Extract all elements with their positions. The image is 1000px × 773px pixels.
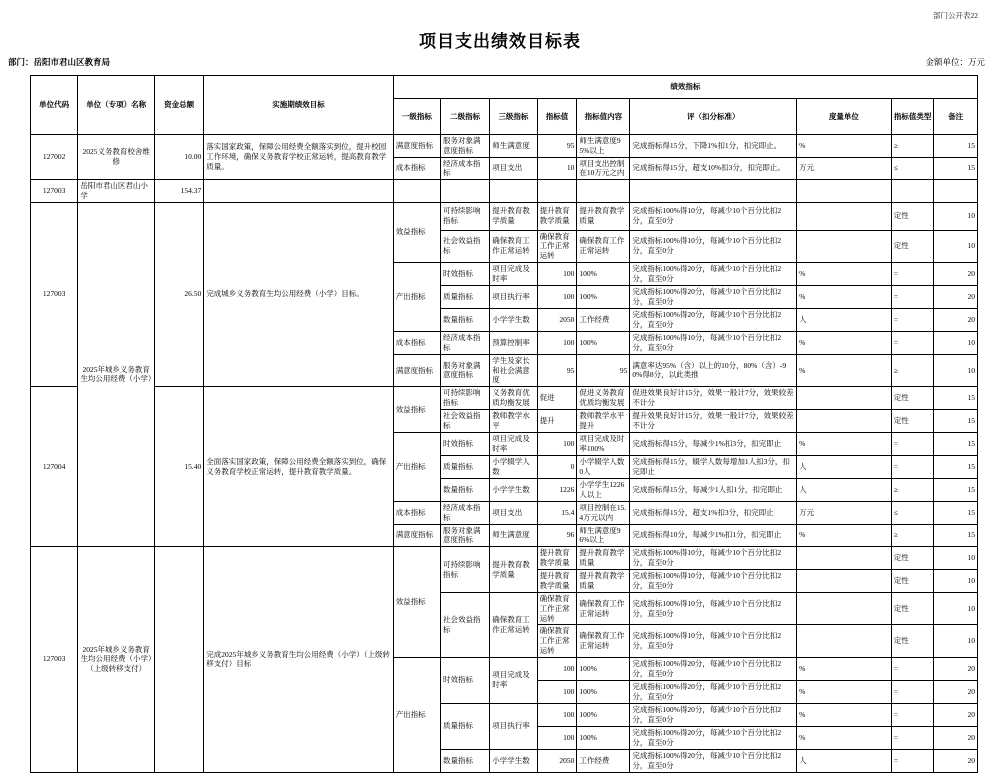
table-cell: 完成指标100%得20分，每减少10个百分比扣2分，直至0分 bbox=[630, 308, 797, 331]
table-cell: 定性 bbox=[891, 547, 934, 570]
table-cell: % bbox=[797, 726, 892, 749]
table-cell: 经济成本指标 bbox=[441, 157, 490, 180]
table-cell: 师生满意度 bbox=[490, 135, 537, 158]
table-cell: 确保教育工作正常运转 bbox=[577, 625, 630, 657]
table-cell: 定性 bbox=[891, 625, 934, 657]
header-scoring-standard: 评（扣分标准） bbox=[630, 99, 797, 135]
table-cell: 项目执行率 bbox=[490, 703, 537, 749]
table-cell: 学生及家长和社会满意度 bbox=[490, 354, 537, 386]
table-cell: 完成城乡义务教育生均公用经费（小学）目标。 bbox=[204, 202, 393, 387]
table-cell: 满意度指标 bbox=[393, 135, 440, 158]
table-row bbox=[31, 547, 978, 570]
table-row bbox=[31, 387, 978, 410]
table-cell: 提升教育教学质量 bbox=[537, 570, 577, 593]
table-cell: 100% bbox=[577, 703, 630, 726]
table-cell: 产出指标 bbox=[393, 657, 440, 772]
table-cell: 教师教学水平提升 bbox=[577, 410, 630, 433]
table-cell: 2050 bbox=[537, 749, 577, 772]
table-cell: 小学辍学人数0人 bbox=[577, 456, 630, 479]
table-cell: = bbox=[891, 331, 934, 354]
table-cell bbox=[797, 570, 892, 593]
table-cell: % bbox=[797, 354, 892, 386]
table-cell: 100 bbox=[537, 262, 577, 285]
table-cell: 小学学生数 bbox=[490, 479, 537, 502]
table-cell: 15 bbox=[934, 410, 978, 433]
table-cell: 时效指标 bbox=[441, 262, 490, 285]
header-level3: 三级指标 bbox=[490, 99, 537, 135]
table-cell: % bbox=[797, 285, 892, 308]
header-unit-code: 单位代码 bbox=[31, 76, 78, 135]
table-cell: = bbox=[891, 726, 934, 749]
table-cell: 20 bbox=[934, 308, 978, 331]
table-cell: 提升教育教学质量 bbox=[577, 547, 630, 570]
table-cell: ≥ bbox=[891, 479, 934, 502]
table-row bbox=[31, 135, 978, 158]
table-cell: 促进义务教育优质均衡发展 bbox=[577, 387, 630, 410]
table-cell: 确保教育工作正常运转 bbox=[537, 230, 577, 262]
table-cell bbox=[441, 180, 490, 203]
table-cell: 满意度指标 bbox=[393, 354, 440, 386]
table-cell bbox=[797, 593, 892, 625]
table-cell: 提升教育教学质量 bbox=[577, 570, 630, 593]
table-cell: 10 bbox=[934, 625, 978, 657]
table-cell bbox=[797, 547, 892, 570]
table-cell: 项目完成及时率 bbox=[490, 433, 537, 456]
table-body bbox=[31, 76, 978, 773]
table-cell: 提升教育教学质量 bbox=[490, 202, 537, 230]
table-cell: 定性 bbox=[891, 410, 934, 433]
table-cell: 小学学生数 bbox=[490, 308, 537, 331]
table-cell: 10 bbox=[934, 547, 978, 570]
table-cell: 10 bbox=[934, 230, 978, 262]
table-cell bbox=[797, 387, 892, 410]
table-cell: 0 bbox=[537, 456, 577, 479]
table-cell: 100 bbox=[537, 726, 577, 749]
table-cell: 项目控制在15.4万元以内 bbox=[577, 502, 630, 525]
table-cell: ≤ bbox=[891, 502, 934, 525]
table-cell: 可持续影响指标 bbox=[441, 547, 490, 593]
table-cell: 成本指标 bbox=[393, 502, 440, 525]
table-cell: 15 bbox=[934, 479, 978, 502]
table-cell: 完成指标100%得10分，每减少10个百分比扣2分，直至0分 bbox=[630, 202, 797, 230]
table-cell: 万元 bbox=[797, 502, 892, 525]
table-cell: 确保教育工作正常运转 bbox=[490, 593, 537, 658]
table-cell bbox=[891, 180, 934, 203]
meta-row bbox=[8, 56, 985, 68]
table-cell: 100 bbox=[537, 285, 577, 308]
table-cell: 提升 bbox=[537, 410, 577, 433]
table-cell: % bbox=[797, 657, 892, 680]
table-cell: 15 bbox=[934, 157, 978, 180]
table-cell: 10 bbox=[934, 354, 978, 386]
table-cell: 岳阳市君山区君山小学 bbox=[78, 180, 155, 203]
table-cell: 154.37 bbox=[155, 180, 204, 203]
table-cell: 满意率达95%（含）以上的10分，80%（含）-90%得8分，以此类推 bbox=[630, 354, 797, 386]
table-cell: 15 bbox=[934, 502, 978, 525]
table-cell: 社会效益指标 bbox=[441, 410, 490, 433]
table-cell: 完成指标100%得10分，每减少10个百分比扣2分，直至0分 bbox=[630, 331, 797, 354]
table-cell: 确保教育工作正常运转 bbox=[577, 230, 630, 262]
table-cell: 师生满意度 bbox=[490, 524, 537, 547]
table-cell: 完成指标100%得20分，每减少10个百分比扣2分，直至0分 bbox=[630, 726, 797, 749]
table-cell: = bbox=[891, 285, 934, 308]
table-cell: 确保教育工作正常运转 bbox=[490, 230, 537, 262]
table-cell: 完成指标100%得20分，每减少10个百分比扣2分，直至0分 bbox=[630, 262, 797, 285]
table-row bbox=[31, 202, 978, 230]
table-cell: 小学学生1226人以上 bbox=[577, 479, 630, 502]
table-cell: 人 bbox=[797, 749, 892, 772]
table-cell: 15 bbox=[934, 433, 978, 456]
header-indicator-value: 指标值 bbox=[537, 99, 577, 135]
table-cell: 成本指标 bbox=[393, 331, 440, 354]
table-cell: 人 bbox=[797, 308, 892, 331]
table-cell: 项目支出 bbox=[490, 502, 537, 525]
table-cell: 质量指标 bbox=[441, 285, 490, 308]
table-cell: 完成指标100%得20分，每减少10个百分比扣2分，直至0分 bbox=[630, 285, 797, 308]
table-cell: 效益指标 bbox=[393, 387, 440, 433]
table-cell: 1226 bbox=[537, 479, 577, 502]
table-cell: % bbox=[797, 524, 892, 547]
table-cell: 落实国家政策，保障公用经费全额落实到位，提升校园工作环境，确保义务教育学校正常运转，提高教育教学质量。 bbox=[204, 135, 393, 180]
table-cell: 效益指标 bbox=[393, 202, 440, 262]
table-cell: 20 bbox=[934, 680, 978, 703]
table-cell: 万元 bbox=[797, 157, 892, 180]
table-cell: % bbox=[797, 262, 892, 285]
table-cell: 确保教育工作正常运转 bbox=[537, 593, 577, 625]
table-cell: ≥ bbox=[891, 354, 934, 386]
table-cell: % bbox=[797, 703, 892, 726]
table-cell: 定性 bbox=[891, 570, 934, 593]
table-cell: 完成指标100%得20分，每减少10个百分比扣2分，直至0分 bbox=[630, 680, 797, 703]
table-cell bbox=[630, 180, 797, 203]
table-cell: 20 bbox=[934, 262, 978, 285]
table-cell: 95 bbox=[537, 354, 577, 386]
table-container bbox=[30, 75, 978, 773]
table-cell: 95 bbox=[577, 354, 630, 386]
table-cell: 15 bbox=[934, 456, 978, 479]
table-cell: 社会效益指标 bbox=[441, 230, 490, 262]
table-cell: = bbox=[891, 680, 934, 703]
table-cell: 师生满意度96%以上 bbox=[577, 524, 630, 547]
corner-sheet-label: 部门公开表22 bbox=[933, 11, 978, 20]
table-cell bbox=[797, 625, 892, 657]
table-cell: 质量指标 bbox=[441, 703, 490, 749]
performance-target-table bbox=[30, 75, 978, 773]
table-row bbox=[31, 76, 978, 99]
table-cell: 服务对象满意度指标 bbox=[441, 354, 490, 386]
table-cell: 127003 bbox=[31, 202, 78, 387]
table-cell: 产出指标 bbox=[393, 433, 440, 502]
table-cell: 15.40 bbox=[155, 387, 204, 547]
table-cell: 2025年城乡义务教育生均公用经费（小学） bbox=[78, 202, 155, 547]
table-cell: = bbox=[891, 657, 934, 680]
table-cell: 完成指标得15分，辍学人数每增加1人扣3分，扣完即止 bbox=[630, 456, 797, 479]
table-cell: 可持续影响指标 bbox=[441, 387, 490, 410]
table-cell: 数量指标 bbox=[441, 479, 490, 502]
table-cell: 15 bbox=[934, 387, 978, 410]
header-period-goal: 实施期绩效目标 bbox=[204, 76, 393, 135]
table-cell: 127003 bbox=[31, 547, 78, 773]
table-cell: = bbox=[891, 456, 934, 479]
header-level2: 二级指标 bbox=[441, 99, 490, 135]
table-cell: 工作经费 bbox=[577, 308, 630, 331]
table-cell: 师生满意度95%以上 bbox=[577, 135, 630, 158]
table-cell: 127003 bbox=[31, 180, 78, 203]
table-cell: 服务对象满意度指标 bbox=[441, 524, 490, 547]
table-cell: 社会效益指标 bbox=[441, 593, 490, 658]
header-value-type: 指标值类型 bbox=[891, 99, 934, 135]
table-cell: 义务教育优质均衡发展 bbox=[490, 387, 537, 410]
table-cell: 10 bbox=[934, 202, 978, 230]
table-cell: % bbox=[797, 433, 892, 456]
table-cell: 完成指标得15分，每减少1人扣1分，扣完即止 bbox=[630, 479, 797, 502]
table-cell: ≥ bbox=[891, 524, 934, 547]
table-cell: 完成指标100%得20分，每减少10个百分比扣2分，直至0分 bbox=[630, 657, 797, 680]
table-cell: 提升效果良好计15分，效果一般计7分，效果较差不计分 bbox=[630, 410, 797, 433]
table-cell: 确保教育工作正常运转 bbox=[537, 625, 577, 657]
table-cell: % bbox=[797, 135, 892, 158]
table-cell: 100 bbox=[537, 703, 577, 726]
table-cell: 完成2025年城乡义务教育生均公用经费（小学）（上级转移支付）目标 bbox=[204, 547, 393, 773]
table-cell bbox=[490, 180, 537, 203]
table-cell: 完成指标得15分，超支1%扣3分，扣完即止 bbox=[630, 502, 797, 525]
table-cell: 促进效果良好计15分，效果一般计7分，效果较差不计分 bbox=[630, 387, 797, 410]
table-cell: 15 bbox=[934, 135, 978, 158]
table-cell: 96 bbox=[537, 524, 577, 547]
table-cell: 完成指标得15分，下降1%扣1分，扣完即止。 bbox=[630, 135, 797, 158]
table-cell: 项目完成及时率100% bbox=[577, 433, 630, 456]
table-cell: 项目完成及时率 bbox=[490, 657, 537, 703]
table-cell: 满意度指标 bbox=[393, 524, 440, 547]
table-cell: 20 bbox=[934, 657, 978, 680]
table-cell bbox=[537, 180, 577, 203]
table-cell: 定性 bbox=[891, 202, 934, 230]
table-cell: 10 bbox=[537, 157, 577, 180]
table-cell: 时效指标 bbox=[441, 657, 490, 703]
table-cell: = bbox=[891, 433, 934, 456]
table-cell: 100% bbox=[577, 262, 630, 285]
table-cell: 经济成本指标 bbox=[441, 502, 490, 525]
table-cell: 完成指标得15分，超支10%扣3分，扣完即止。 bbox=[630, 157, 797, 180]
table-cell: % bbox=[797, 331, 892, 354]
table-cell: 完成指标100%得10分，每减少10个百分比扣2分，直至0分 bbox=[630, 593, 797, 625]
table-cell bbox=[393, 180, 440, 203]
header-unit-name: 单位（专项）名称 bbox=[78, 76, 155, 135]
table-cell: 效益指标 bbox=[393, 547, 440, 658]
table-cell bbox=[934, 180, 978, 203]
table-cell: 10.00 bbox=[155, 135, 204, 180]
table-cell: 服务对象满意度指标 bbox=[441, 135, 490, 158]
table-cell: 产出指标 bbox=[393, 262, 440, 331]
table-cell: 小学学生数 bbox=[490, 749, 537, 772]
table-cell: 完成指标100%得10分，每减少10个百分比扣2分，直至0分 bbox=[630, 625, 797, 657]
table-cell bbox=[797, 180, 892, 203]
table-cell: 15.4 bbox=[537, 502, 577, 525]
table-cell: 20 bbox=[934, 285, 978, 308]
table-cell: ≥ bbox=[891, 135, 934, 158]
table-cell: 100% bbox=[577, 680, 630, 703]
table-cell: 完成指标100%得20分，每减少10个百分比扣2分，直至0分 bbox=[630, 749, 797, 772]
table-cell: 人 bbox=[797, 456, 892, 479]
table-cell bbox=[577, 180, 630, 203]
table-cell: 100% bbox=[577, 331, 630, 354]
table-cell: 2025年城乡义务教育生均公用经费（小学）（上级转移支付） bbox=[78, 547, 155, 773]
table-cell: 定性 bbox=[891, 593, 934, 625]
table-cell: ≤ bbox=[891, 157, 934, 180]
table-cell: 完成指标100%得20分，每减少10个百分比扣2分，直至0分 bbox=[630, 703, 797, 726]
amount-unit-label: 金额单位：万元 bbox=[925, 57, 985, 67]
table-cell: 全面落实国家政策，保障公用经费全额落实到位，确保义务教育学校正常运转，提升教育教学质量。 bbox=[204, 387, 393, 547]
table-cell bbox=[797, 202, 892, 230]
table-cell: 完成指标100%得10分，每减少10个百分比扣2分，直至0分 bbox=[630, 547, 797, 570]
table-cell: 20 bbox=[934, 749, 978, 772]
header-performance-indicators-group: 绩效指标 bbox=[393, 76, 977, 99]
table-cell: = bbox=[891, 749, 934, 772]
table-row bbox=[31, 180, 978, 203]
table-cell bbox=[155, 547, 204, 773]
table-cell: 预算控制率 bbox=[490, 331, 537, 354]
table-cell: 10 bbox=[934, 570, 978, 593]
table-cell: 100% bbox=[577, 285, 630, 308]
table-cell: 小学辍学人数 bbox=[490, 456, 537, 479]
table-cell: % bbox=[797, 680, 892, 703]
table-cell: 促进 bbox=[537, 387, 577, 410]
table-cell: 完成指标得10分，每减少1%扣1分，扣完即止 bbox=[630, 524, 797, 547]
table-cell: 100 bbox=[537, 433, 577, 456]
table-cell: 20 bbox=[934, 726, 978, 749]
table-cell: 提升教育教学质量 bbox=[577, 202, 630, 230]
table-cell: 项目执行率 bbox=[490, 285, 537, 308]
table-cell: 100% bbox=[577, 657, 630, 680]
table-cell: 人 bbox=[797, 479, 892, 502]
table-cell: 提升教育教学质量 bbox=[490, 547, 537, 593]
table-cell: 15 bbox=[934, 524, 978, 547]
table-cell: = bbox=[891, 308, 934, 331]
table-cell: 127002 bbox=[31, 135, 78, 180]
table-cell: 教师教学水平 bbox=[490, 410, 537, 433]
table-cell: 数量指标 bbox=[441, 308, 490, 331]
table-cell: 20 bbox=[934, 703, 978, 726]
table-cell: 提升教育教学质量 bbox=[537, 202, 577, 230]
table-cell: 10 bbox=[934, 593, 978, 625]
table-cell: 定性 bbox=[891, 387, 934, 410]
table-cell: = bbox=[891, 262, 934, 285]
table-cell: 2025义务教育校舍维修 bbox=[78, 135, 155, 180]
table-cell: 100 bbox=[537, 331, 577, 354]
header-remark: 备注 bbox=[934, 99, 978, 135]
table-cell bbox=[797, 230, 892, 262]
table-cell: 数量指标 bbox=[441, 749, 490, 772]
table-cell: 可持续影响指标 bbox=[441, 202, 490, 230]
table-cell: 100 bbox=[537, 657, 577, 680]
table-cell: 完成指标100%得10分，每减少10个百分比扣2分，直至0分 bbox=[630, 230, 797, 262]
table-cell: 完成指标得15分，每减少1%扣3分，扣完即止 bbox=[630, 433, 797, 456]
department-label: 部门：岳阳市君山区教育局 bbox=[8, 57, 111, 67]
table-cell: 26.50 bbox=[155, 202, 204, 387]
table-cell: 经济成本指标 bbox=[441, 331, 490, 354]
table-cell: 时效指标 bbox=[441, 433, 490, 456]
table-cell: 项目完成及时率 bbox=[490, 262, 537, 285]
header-indicator-value-content: 指标值内容 bbox=[577, 99, 630, 135]
table-cell bbox=[797, 410, 892, 433]
table-cell: 项目支出 bbox=[490, 157, 537, 180]
table-cell: = bbox=[891, 703, 934, 726]
table-cell: 10 bbox=[934, 331, 978, 354]
table-cell: 95 bbox=[537, 135, 577, 158]
table-cell: 100 bbox=[537, 680, 577, 703]
table-cell: 127004 bbox=[31, 387, 78, 547]
table-cell: 质量指标 bbox=[441, 456, 490, 479]
table-cell: 提升教育教学质量 bbox=[537, 547, 577, 570]
table-cell: 完成指标100%得10分，每减少10个百分比扣2分，直至0分 bbox=[630, 570, 797, 593]
header-level1: 一级指标 bbox=[393, 99, 440, 135]
header-total-fund: 资金总额 bbox=[155, 76, 204, 135]
page-title: 项目支出绩效目标表 bbox=[419, 32, 581, 51]
table-cell: 工作经费 bbox=[577, 749, 630, 772]
table-cell: 项目支出控制在10万元之内 bbox=[577, 157, 630, 180]
table-cell bbox=[204, 180, 393, 203]
table-cell: 100% bbox=[577, 726, 630, 749]
table-cell: 成本指标 bbox=[393, 157, 440, 180]
table-cell: 定性 bbox=[891, 230, 934, 262]
table-cell: 确保教育工作正常运转 bbox=[577, 593, 630, 625]
header-measure-unit: 度量单位 bbox=[797, 99, 892, 135]
table-cell: 2050 bbox=[537, 308, 577, 331]
